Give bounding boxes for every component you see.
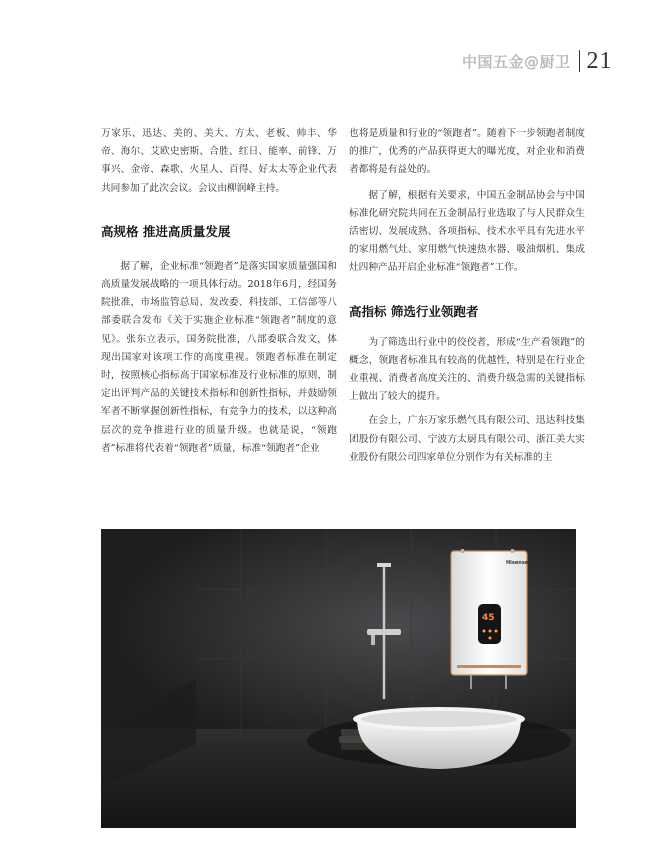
magazine-brand: 中国五金@厨卫 bbox=[462, 52, 571, 71]
section-heading-1: 高规格 推进高质量发展 bbox=[101, 223, 231, 239]
bathroom-product-photo bbox=[101, 529, 576, 828]
section-heading-2: 高指标 筛选行业领跑者 bbox=[349, 303, 479, 319]
page-number: 21 bbox=[586, 47, 613, 74]
right-paragraph-2: 据了解，根据有关要求，中国五金制品协会与中国标准化研究院共同在五金制品行业选取了与人民群众生活密切、发展成熟、各项指标、技术水平具有先进水平的家用燃气灶、家用燃气快速热水器、吸油烟机、集成灶四种产品开启企业标准“领跑者”工作。 bbox=[349, 189, 585, 274]
photo-illustration bbox=[101, 529, 576, 828]
right-paragraph-4: 在会上，广东万家乐燃气具有限公司、迅达科技集团股份有限公司、宁波方太厨具有限公司、浙江美大实业股份有限公司四家单位分别作为有关标准的主 bbox=[349, 415, 585, 463]
left-paragraph-2: 据了解，企业标准“领跑者”是落实国家质量强国和高质量发展战略的一项具体行动。2018年6月，经国务院批准，市场监管总局、发改委、科技部、工信部等八部委联合发布《关于实施企业标准“领跑者”制度的意见》。张东立表示，国务院批准，八部委联合发文，体现出国家对该项工作的高度重视。领跑者标准在制定时，按照核心指标高于国家标准及行业标准的原则，制定出评判产品的关键技术指标和创新性指标，并鼓励领军者不断掌握创新性指标，有竞争力的技术，以这种高层次的竞争推进行业的质量升级。也就是说，“领跑者”标准将代表着“领跑者”质量，标准“领跑者”企业 bbox=[101, 260, 337, 454]
header-divider bbox=[579, 50, 580, 72]
heater-brand-label: Hisense bbox=[506, 560, 529, 566]
water-heater bbox=[451, 549, 529, 689]
left-paragraph-1: 万家乐、迅达、美的、美大、方太、老板、帅丰、华帝、海尔、艾欧史密斯、合胜、红日、能率、前锋、万事兴、金帝、森歌、火星人、百得、好太太等企业代表共同参加了此次会议。会议由柳润峰主持。 bbox=[101, 128, 337, 194]
left-column bbox=[101, 125, 337, 458]
page-header bbox=[462, 46, 613, 76]
right-column bbox=[349, 125, 585, 467]
right-paragraph-1: 也将是质量和行业的“领跑者”。随着下一步领跑者制度的推广，优秀的产品获得更大的曝光度，对企业和消费者都将是有益处的。 bbox=[349, 128, 585, 176]
heater-display-temp: 45 bbox=[482, 613, 495, 623]
right-paragraph-3: 为了筛选出行业中的佼佼者，形成“生产看领跑”的概念，领跑者标准具有较高的优越性，特别是在行业企业重视、消费者高度关注的、消费升级急需的关键指标上做出了较大的提升。 bbox=[349, 336, 585, 403]
